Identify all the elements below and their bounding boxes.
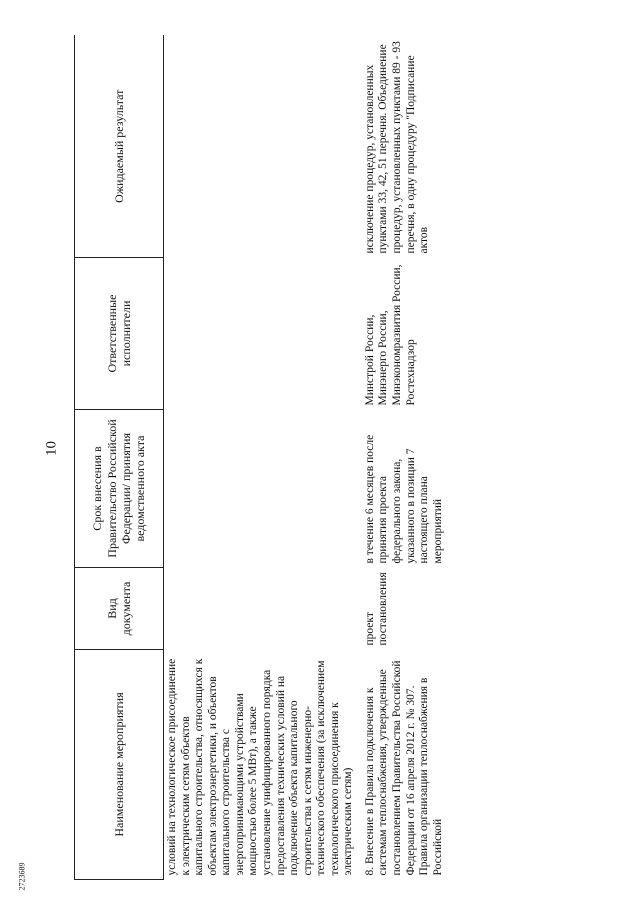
measures-table (74, 36, 447, 881)
cell-measure-name: 8. Внесение в Правила подключения к системам теплоснабжения, утвержденные постановлением Правительства Российской Федерации от 16 апреля 2012 г. № 307. Правила организации теплоснабжения в Российской (363, 660, 444, 876)
cell-expected-result (164, 36, 358, 258)
cell-responsible-executors (164, 258, 358, 410)
cell-responsible-executors: Минстрой России, Минэнерго России, Минэкономразвития России, Ростехнадзор (363, 264, 417, 406)
document-code: 2723689 (17, 862, 27, 891)
header-submission-term: Срок внесения в Правительство Российской Федерации/ принятия ведомственного акта (75, 410, 164, 568)
table-row (358, 36, 447, 880)
cell-expected-result: исключение процедур, установленных пунктами 33, 42, 51 перечня. Объединение процедур, установленных пунктами 89 - 93 перечня, в одну процедуру "Подписание актов (363, 41, 431, 254)
cell-document-type (164, 568, 358, 650)
header-measure-name: Наименование мероприятия (75, 650, 164, 880)
page-number: 10 (43, 441, 60, 456)
table-header-row (75, 36, 164, 880)
document-sheet (74, 36, 500, 880)
header-document-type: Вид документа (75, 568, 164, 650)
cell-submission-term: в течение 6 месяцев после принятия проекта федерального закона, указанного в позиции 7 настоящего плана мероприятий (363, 434, 444, 564)
cell-document-type: проект постановления (363, 572, 390, 646)
table-row (164, 36, 358, 880)
cell-submission-term (164, 410, 358, 568)
cell-measure-name: условий на технологическое присоединение к электрическим сетям объектов капитального строительства, относящихся к объектам электроэнергетики, и объектов капитального строительства с энергопринимающими устройствами мощностью более 5 МВт), а также установление унифицированного порядка предоставления технических условий на подключение объекта капитального строительства к сетям инженерно-технического обеспечения (за исключением технологического присоединения к электрическим сетям) (166, 658, 355, 876)
header-expected-result: Ожидаемый результат (75, 36, 164, 258)
header-responsible-executors: Ответственные исполнители (75, 258, 164, 410)
